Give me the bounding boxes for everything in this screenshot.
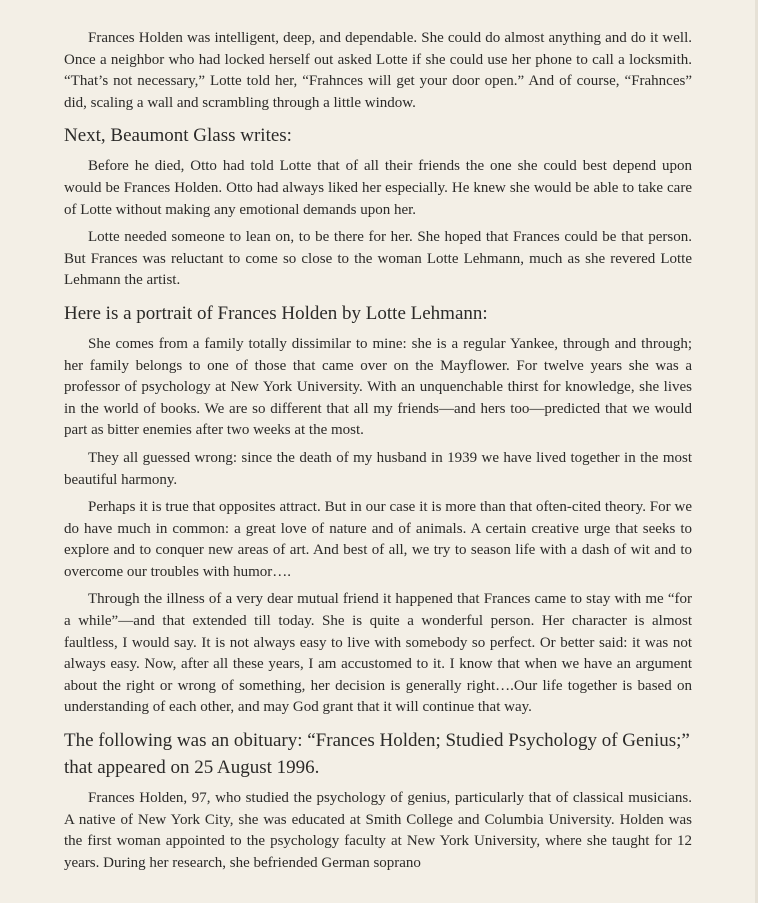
- paragraph-harmony: They all guessed wrong: since the death of my husband in 1939 we have lived together in the most beautiful harmony.: [64, 449, 692, 488]
- paragraph-family: She comes from a family totally dissimilar to mine: she is a regular Yankee, through and through; her family belongs to one of those that came over on the Mayflower. For twelve years she was a professor of psychology at New York University. With an unquenchable thirst for knowledge, she lives in the world of books. We are so different that all my friends—and hers too—predicted that we would part as bitter enemies after two weeks at the most.: [64, 335, 692, 439]
- heading-obituary: The following was an obituary: “Frances Holden; Studied Psychology of Genius;” that appeared on 25 August 1996.: [64, 730, 690, 779]
- paragraph-illness: Through the illness of a very dear mutual friend it happened that Frances came to stay with me “for a while”—and that extended till today. She is quite a wonderful person. Her character is almost faultless, I would say. It is not always easy to live with somebody so perfect. Or better said: it was not always easy. Now, after all these years, I am accustomed to it. I know that when we have an argument about the right or wrong of something, her decision is generally right….Our life together is based on understanding of each other, and may God grant that it will continue that way.: [64, 591, 692, 716]
- paragraph-lean-on: Lotte needed someone to lean on, to be there for her. She hoped that Frances could be that person. But Frances was reluctant to come so close to the woman Lotte Lehmann, much as she revered Lotte Lehmann the artist.: [64, 229, 692, 289]
- paragraph-opposites: Perhaps it is true that opposites attract. But in our case it is more than that often-cited theory. For we do have much in common: a great love of nature and of animals. A certain creative urge that seeks to explore and to conquer new areas of art. And best of all, we try to season life with a dash of wit and to overcome our troubles with humor….: [64, 499, 692, 580]
- document-page: [64, 28, 692, 880]
- heading-beaumont-glass: Next, Beaumont Glass writes:: [64, 125, 292, 147]
- paragraph-obituary: Frances Holden, 97, who studied the psychology of genius, particularly that of classical musicians. A native of New York City, she was educated at Smith College and Columbia University. Holden was the first woman appointed to the psychology faculty at New York University, where she taught for 12 years. During her research, she befriended German soprano: [64, 790, 692, 871]
- paragraph-otto: Before he died, Otto had told Lotte that of all their friends the one she could best depend upon would be Frances Holden. Otto had always liked her especially. He knew she would be able to take care of Lotte without making any emotional demands upon her.: [64, 158, 692, 218]
- heading-portrait: Here is a portrait of Frances Holden by Lotte Lehmann:: [64, 302, 488, 324]
- paragraph-intro: Frances Holden was intelligent, deep, and dependable. She could do almost anything and do it well. Once a neighbor who had locked herself out asked Lotte if she could use her phone to call a locksmith. “That’s not necessary,” Lotte told her, “Frahnces will get your door open.” And of course, “Frahnces” did, scaling a wall and scrambling through a little window.: [64, 30, 692, 111]
